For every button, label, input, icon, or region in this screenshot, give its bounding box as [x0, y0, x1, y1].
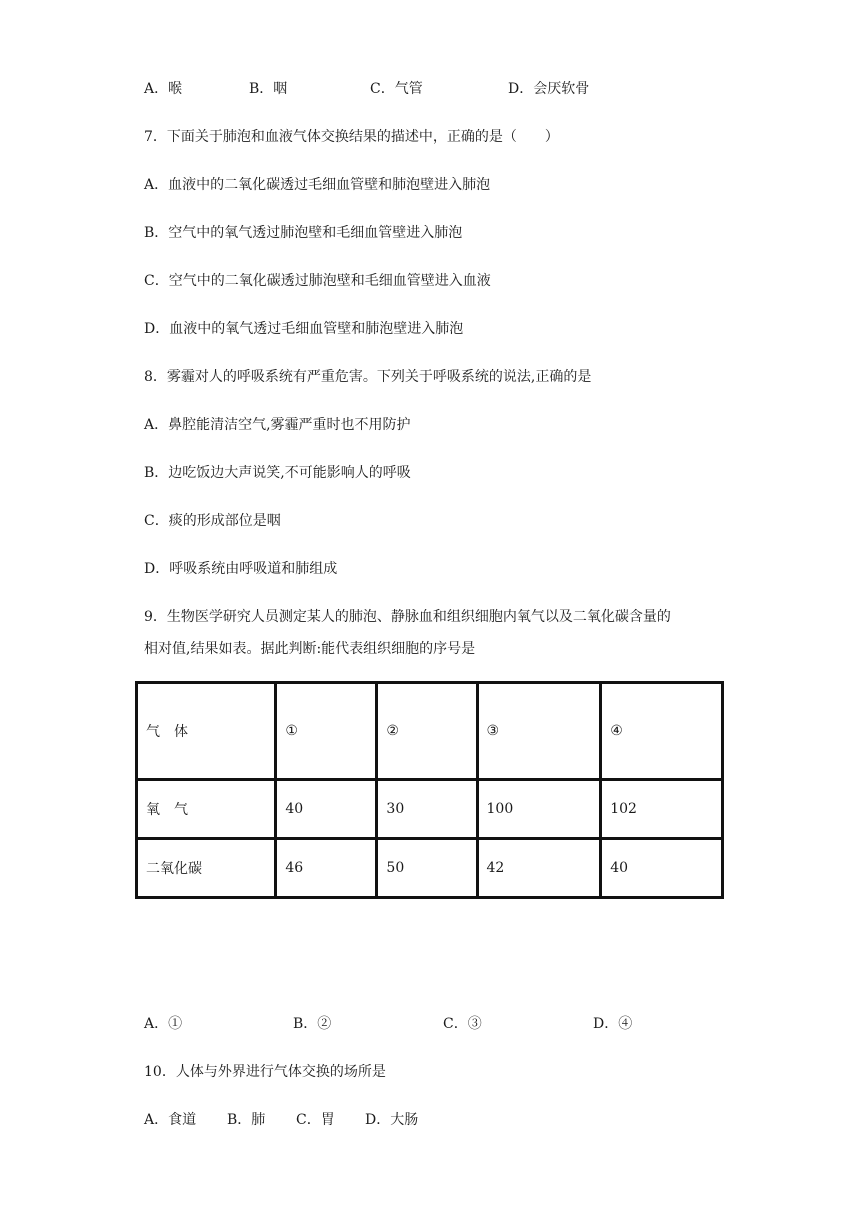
q8-option-b: B．边吃饭边大声说笑,不可能影响人的呼吸	[144, 465, 411, 481]
table-header-row	[137, 683, 723, 780]
table-row-co2	[137, 839, 723, 898]
gas-content-table	[135, 681, 724, 899]
table-cell: 二氧化碳	[137, 839, 276, 898]
q6-option-d: D．会厌软骨	[508, 81, 590, 97]
table-cell: 46	[276, 839, 377, 898]
q7-option-b: B．空气中的氧气透过肺泡壁和毛细血管壁进入肺泡	[144, 225, 463, 241]
table-cell: ②	[377, 683, 477, 780]
q6-option-c: C．气管	[370, 81, 423, 97]
table-cell: 50	[377, 839, 477, 898]
table-cell: 40	[601, 839, 723, 898]
table-cell: 氧 气	[137, 780, 276, 839]
q9-stem-line1: 9．生物医学研究人员测定某人的肺泡、静脉血和组织细胞内氧气以及二氧化碳含量的	[144, 609, 671, 625]
q9-option-d: D．④	[593, 1016, 633, 1032]
q9-option-b: B．②	[293, 1016, 332, 1032]
q10-option-b: B．肺	[227, 1112, 266, 1128]
table-cell: 100	[477, 780, 601, 839]
q7-option-a: A．血液中的二氧化碳透过毛细血管壁和肺泡壁进入肺泡	[144, 177, 491, 193]
q10-option-a: A．食道	[144, 1112, 197, 1128]
q6-option-b: B．咽	[249, 81, 288, 97]
q9-option-a: A．①	[144, 1016, 183, 1032]
table-cell: 102	[601, 780, 723, 839]
q7-stem: 7．下面关于肺泡和血液气体交换结果的描述中，正确的是（ ）	[144, 129, 559, 145]
q7-option-d: D．血液中的氧气透过毛细血管壁和肺泡壁进入肺泡	[144, 321, 464, 337]
table-cell: ①	[276, 683, 377, 780]
q7-option-c: C．空气中的二氧化碳透过肺泡壁和毛细血管壁进入血液	[144, 273, 491, 289]
q6-option-a: A．喉	[144, 81, 183, 97]
q10-stem: 10．人体与外界进行气体交换的场所是	[144, 1064, 386, 1080]
table-cell: 气 体	[137, 683, 276, 780]
table-cell: ④	[601, 683, 723, 780]
q10-option-d: D．大肠	[365, 1112, 419, 1128]
q8-stem: 8．雾霾对人的呼吸系统有严重危害。下列关于呼吸系统的说法,正确的是	[144, 369, 592, 385]
table-cell: ③	[477, 683, 601, 780]
table-cell: 42	[477, 839, 601, 898]
q9-option-c: C．③	[443, 1016, 482, 1032]
table-cell: 30	[377, 780, 477, 839]
q8-option-d: D．呼吸系统由呼吸道和肺组成	[144, 561, 338, 577]
q8-option-c: C．痰的形成部位是咽	[144, 513, 281, 529]
q9-stem-line2: 相对值,结果如表。据此判断:能代表组织细胞的序号是	[144, 641, 476, 657]
q10-option-c: C．胃	[296, 1112, 335, 1128]
q8-option-a: A．鼻腔能清洁空气,雾霾严重时也不用防护	[144, 417, 411, 433]
table-cell: 40	[276, 780, 377, 839]
table-row-oxygen	[137, 780, 723, 839]
